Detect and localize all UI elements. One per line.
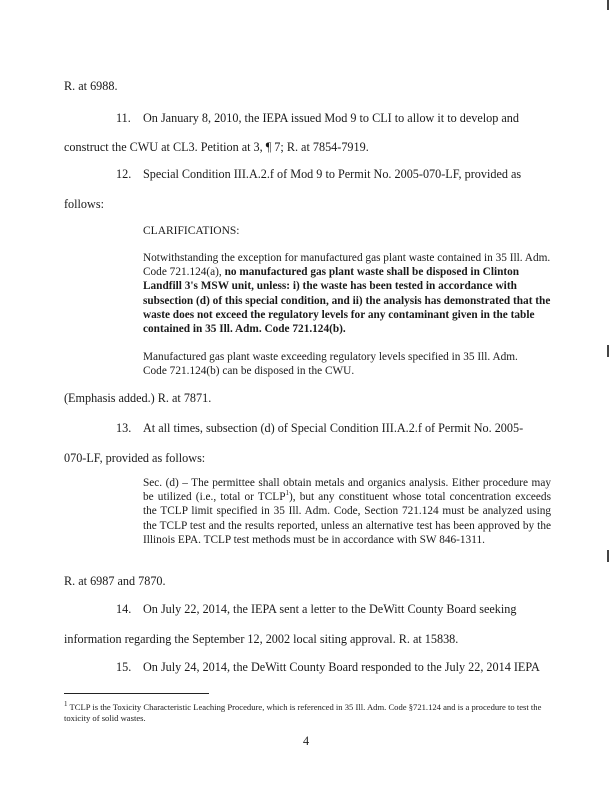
quote-emphasized-text: no manufactured gas plant waste shall be disposed in Clinton Landfill 3's MSW unit, unless: i) the waste has been tested in accordance with subsection (d) of this special condition, and ii) the analysis has demonstrated that the waste does not exceed the regulatory levels for any contaminant given in the table contained in 35 Ill. Adm. Code 721.124(b). — [143, 266, 551, 336]
quote-heading: CLARIFICATIONS: — [143, 225, 240, 237]
paragraph-number: 13. — [116, 421, 132, 435]
emphasis-citation: (Emphasis added.) R. at 7871. — [64, 391, 212, 405]
paragraph-text: construct the CWU at CL3. Petition at 3, ¶ 7; R. at 7854-7919. — [64, 140, 369, 154]
block-quote-paragraph: Manufactured gas plant waste exceeding regulatory levels specified in 35 Ill. Adm. Code 721.124(b) can be disposed in the CWU. — [143, 351, 518, 378]
footnote-text: TCLP is the Toxicity Characteristic Leaching Procedure, which is referenced in 35 Ill. Adm. Code §721.124 and is a procedure to test the toxicity of solid wastes. — [64, 702, 542, 723]
paragraph-number: 14. — [116, 602, 132, 616]
footnote-separator — [64, 693, 209, 694]
footnote-reference: 1 — [285, 489, 289, 498]
scan-edge-mark — [607, 550, 609, 562]
scan-edge-mark — [607, 345, 609, 357]
page-number: 4 — [302, 734, 310, 748]
paragraph-text: At all times, subsection (d) of Special Condition III.A.2.f of Permit No. 2005- — [143, 421, 524, 435]
paragraph-text: follows: — [64, 197, 104, 211]
paragraph-number: 11. — [116, 111, 131, 125]
scan-edge-mark — [607, 0, 609, 10]
paragraph-text: On January 8, 2010, the IEPA issued Mod 9 to CLI to allow it to develop and — [143, 111, 519, 125]
paragraph-text: information regarding the September 12, 2002 local siting approval. R. at 15838. — [64, 632, 459, 646]
paragraph-number: 12. — [116, 167, 132, 181]
block-quote-paragraph: Sec. (d) – The permittee shall obtain metals and organics analysis. Either procedure may be utilized (i.e., total or TCLP$^1$), but any constituent whose total concentration exceeds the TCLP limit specified in 35 Ill. Adm. Code, Section 721.124 must be analyzed using the TCLP test and the results reported, unless an alternative test has been approved by the Illinois EPA. TCLP test methods must be in accordance with SW 846-1311. — [143, 477, 551, 546]
paragraph-text: Special Condition III.A.2.f of Mod 9 to Permit No. 2005-070-LF, provided as — [143, 167, 522, 181]
paragraph-text: On July 22, 2014, the IEPA sent a letter to the DeWitt County Board seeking — [143, 602, 517, 616]
record-citation: R. at 6987 and 7870. — [64, 574, 166, 588]
footnote — [64, 702, 564, 724]
paragraph-number: 15. — [116, 660, 132, 674]
block-quote-paragraph — [143, 251, 551, 336]
paragraph-text: 070-LF, provided as follows: — [64, 451, 206, 465]
paragraph-text: On July 24, 2014, the DeWitt County Board responded to the July 22, 2014 IEPA — [143, 660, 540, 674]
footnote-mark: 1 — [64, 700, 68, 709]
record-citation: R. at 6988. — [64, 79, 118, 93]
quote-plain-text: Notwithstanding the exception for manufactured gas plant waste contained in 35 Ill. Adm. Code 721.124(a), — [143, 252, 551, 279]
